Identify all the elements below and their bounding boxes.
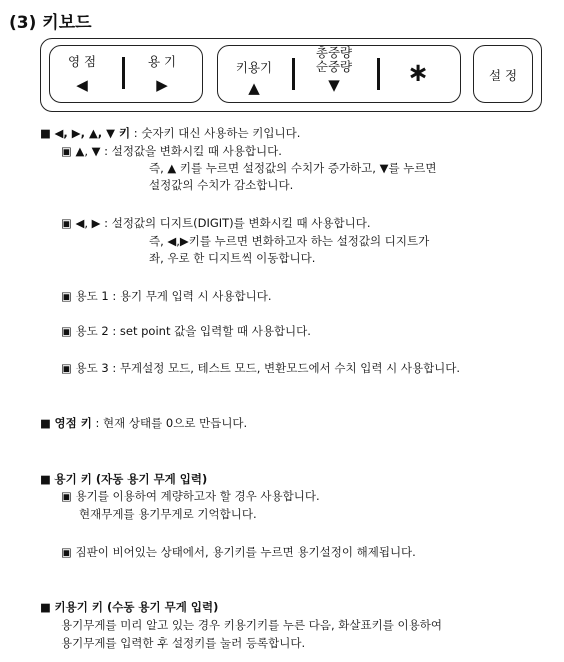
tare-input-key-section [40,600,218,615]
section-bullet: ■ [40,472,51,486]
set-key-label: 설 정 [488,68,518,83]
section-bullet: ■ [40,416,51,430]
zero-tare-key-group [49,45,203,103]
up-arrow-icon: ▲ [248,79,260,97]
right-arrow-icon: ▶ [156,76,168,94]
tare-key-heading: 용기 키 (자동 용기 무게 입력) [54,472,208,486]
updown-keys-line1: ▣ ▲, ▼ : 설정값을 변화시킬 때 사용합니다. [61,144,282,158]
star-key-label: ∗ [407,58,429,88]
tare-input-key-line2: 용기무게를 입력한 후 설정키를 눌러 등록합니다. [61,636,306,650]
keypad-panel [40,38,542,112]
tare-key-line2: 현재무게를 용기무게로 기억합니다. [79,507,257,521]
leftright-keys-line3: 좌, 우로 한 디지트씩 이동합니다. [149,251,316,265]
arrow-keys-desc: : 숫자키 대신 사용하는 키입니다. [130,126,301,140]
tare-input-key-group [217,45,461,103]
down-arrow-icon: ▼ [328,76,340,94]
zero-key-section [40,416,247,431]
leftright-keys-line1: ▣ ◀, ▶ : 설정값의 디지트(DIGIT)를 변화시킬 때 사용합니다. [61,216,371,230]
tare-key-line3: ▣ 짐판이 비어있는 상태에서, 용기키를 누르면 용기설정이 해제됩니다. [61,545,416,559]
usage-3: ▣ 용도 3 : 무게설정 모드, 테스트 모드, 변환모드에서 수치 입력 시 사용합니다. [61,361,461,375]
usage-1: ▣ 용도 1 : 용기 무게 입력 시 사용합니다. [61,289,272,303]
tare-input-key-line1: 용기무게를 미리 알고 있는 경우 키용기키를 누른 다음, 화살표키를 이용하여 [61,618,442,632]
zero-key-heading: 영점 키 [54,416,92,430]
page-title: (3) 키보드 [9,13,92,33]
updown-keys-line2: 즉, ▲ 키를 누르면 설정값의 수치가 증가하고, ▼를 누르면 [149,161,437,175]
tare-key-label: 용 기 [147,54,177,69]
tare-key-section [40,472,207,487]
tare-input-key-label: 키용기 [235,60,273,75]
tare-input-key-heading: 키용기 키 (수동 용기 무게 입력) [54,600,219,614]
leftright-keys-line2: 즉, ◀,▶키를 누르면 변화하고자 하는 설정값의 디지트가 [149,234,430,248]
arrow-keys-heading: ◀, ▶, ▲, ▼ 키 [54,126,131,140]
set-key [473,45,533,103]
key-divider [122,57,125,89]
zero-key-desc: : 현재 상태를 0으로 만듭니다. [91,416,248,430]
net-weight-label: 순중량 [315,59,353,74]
usage-2: ▣ 용도 2 : set point 값을 입력할 때 사용합니다. [61,324,311,338]
key-divider [377,58,380,90]
tare-key-line1: ▣ 용기를 이용하여 계량하고자 할 경우 사용합니다. [61,489,320,503]
gross-weight-label: 총중량 [315,45,353,60]
section-bullet: ■ [40,126,51,140]
left-arrow-icon: ◀ [76,76,88,94]
updown-keys-line3: 설정값의 수치가 감소합니다. [149,178,294,192]
zero-key-label: 영 점 [67,54,97,69]
key-divider [292,58,295,90]
section-bullet: ■ [40,600,51,614]
arrow-keys-heading-line [40,126,300,141]
